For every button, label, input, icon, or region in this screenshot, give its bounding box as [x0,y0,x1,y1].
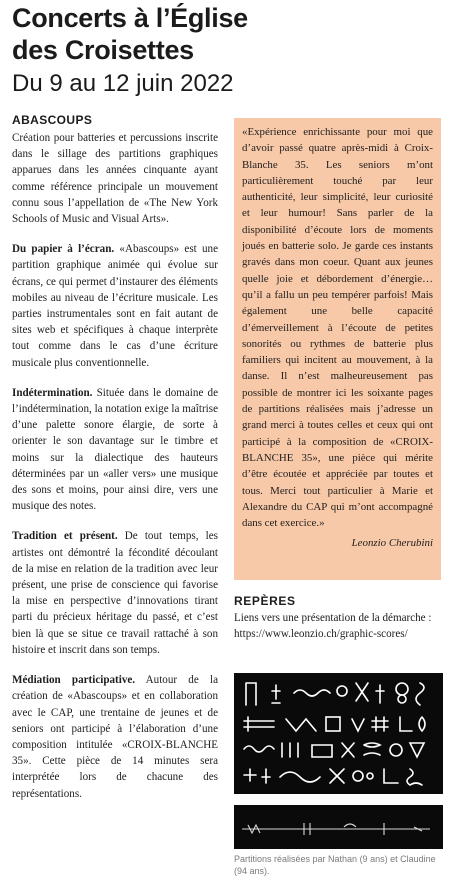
title-line-1: Concerts à l’Église [12,3,248,33]
quote-box [234,118,441,580]
figure-caption: Partitions réalisées par Nathan (9 ans) et Claudine (94 ans). [234,854,436,876]
left-column [12,113,218,816]
graphic-score-image [234,673,443,794]
quote-author: Leonzio Cherubini [351,537,433,550]
reperes-link[interactable]: https://www.leonzio.ch/graphic-scores/ [234,628,408,640]
paragraph-text: De tout temps, les artistes ont démontré la fécondité découlant de la mise en relation de la tradition avec leur présent, une prise de conscience qui favorise la mise en perspective d’innovations tirant parti du précieux héritage du passé, et c’est bien là que se situe ce travail rattaché à son histoire et inscrit dans son temps. [12,530,218,656]
graphic-score-strip [234,805,443,849]
graphic-score-drawing [234,673,443,794]
paragraph-text: Située dans le domaine de l’indétermination, la notation exige la maîtrise d’une palette sonore élargie, de sorte à orienter le son davantage sur le timbre et moins sur la dialectique des hauteurs déterminées par un «aller vers» une musique des sons et moins, pour ainsi dire, vers une musique des notes. [12,386,218,513]
paragraph-lead: Médiation participative. [12,674,136,687]
score-strip-drawing [234,805,443,849]
paragraph-lead: Tradition et présent. [12,530,118,543]
reperes-text: Liens vers une présentation de la démarche : [234,612,432,624]
section-title: ABASCOUPS [12,113,93,127]
paragraph-lead: Du papier à l’écran. [12,243,115,256]
reperes-section [234,594,444,642]
title-line-2: des Croisettes [12,35,194,65]
quote-text: «Expérience enrichissante pour moi que d’avoir passé quatre après-midi à Croix-Blanche 35. Les seniors m’ont particulièrement touché par leur authenticité, leur simplicité, leur curiosité et leur humour! Sans parler de la disponibilité d’écoute lors de moments joués en batterie solo. Je garde ces instants gravés dans mon coeur. Quant aux jeunes quelle joie et débordement d’énergie… qu’il a fallu un peu tempérer parfois! Mais également une belle capacité d’émerveillement à l’écoute de petites sonorités ou rythmes de batterie plus familiers qui incitent au mouvement, à la danse. Il n’est malheureusement pas possible de montrer ici les soixante pages de partitions réalisées mais j’adresse un grand merci à toutes celles et ceux qui ont participé à la composition de «CROIX-BLANCHE 35», une pièce qui mérite d’être écoutée et appréciée par toutes et tous. Merci tout particulier à Marie et Alexandre du CAP qui m’ont accompagné dans cet exercice.» [242,126,433,530]
paragraph-text: Autour de la création de «Abascoups» et en collaboration avec le CAP, une trentaine de jeunes et de seniors ont participé à l’élaboration d’une composition intitulée «CROIX-BLANCHE 35». Cette pièce de 14 minutes sera interprétée lors de chacune des représentations. [12,674,218,800]
paragraph-text: «Abascoups» est une partition graphique animée qui évolue sur écrans, ce qui permet d’instaurer des éléments mobiles au niveau de l’écriture musicale. Les parties instrumentales sont en fait autant de sites web et spécifiques à chaque interprète tout comme dans le cas d’une écriture musicale plus conventionnelle. [12,243,219,369]
reperes-title: REPÈRES [234,594,296,608]
paragraph-indetermination [12,385,218,515]
paragraph-tradition [12,528,218,658]
paragraph-lead: Indétermination. [12,386,93,399]
paragraph-mediation [12,672,218,802]
paragraph-papier [12,241,218,371]
intro-paragraph: Création pour batteries et percussions inscrite dans le sillage des partitions graphiques apparues dans les années cinquante ayant comme référence principale un mouvement connu sous l’appellation de «The New York Schools of Music and Visual Arts». [12,132,218,226]
subtitle: Du 9 au 12 juin 2022 [12,70,234,97]
